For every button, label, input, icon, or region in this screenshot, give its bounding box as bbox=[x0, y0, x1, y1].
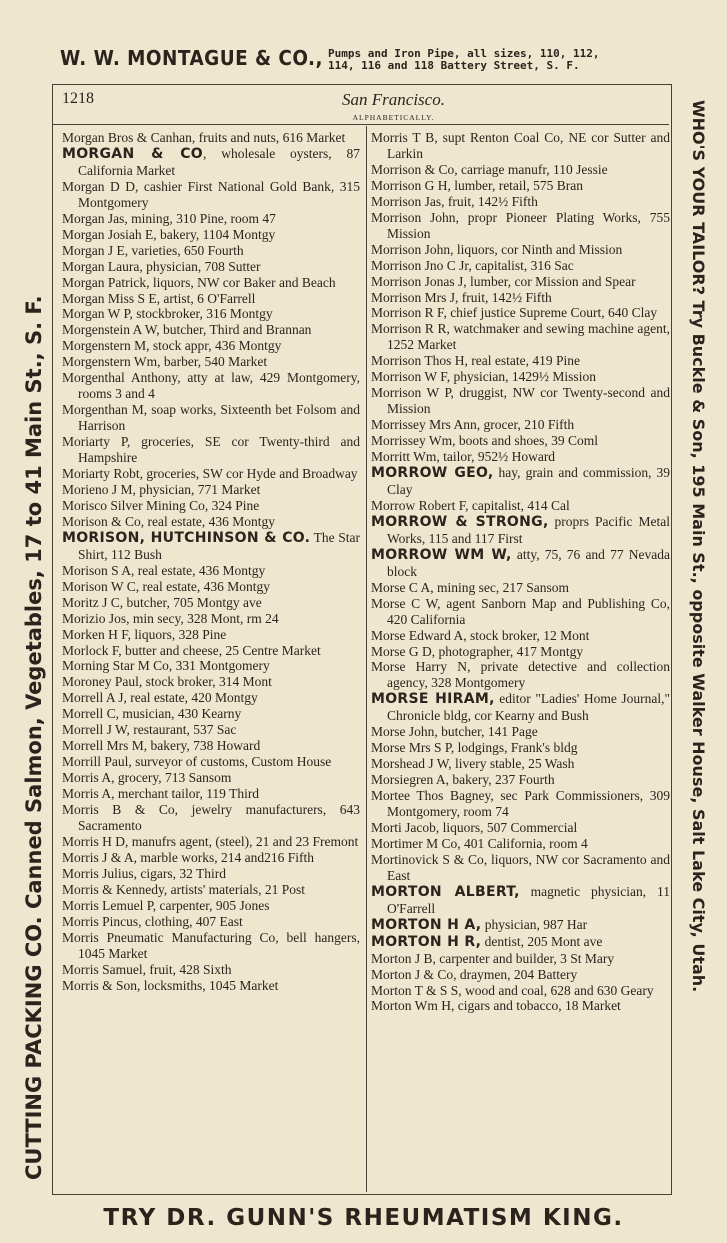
entry-details: , liquors, NW cor Sacramento and East bbox=[387, 851, 671, 883]
directory-entry bbox=[371, 740, 670, 756]
directory-entry bbox=[371, 498, 670, 514]
entry-name: Morgan J E bbox=[62, 242, 125, 258]
header-rule bbox=[53, 124, 669, 125]
entry-name: Moritz J C bbox=[62, 594, 120, 610]
entry-details: , real estate, 436 Montgy bbox=[135, 578, 270, 594]
entry-name: Morizio Jos bbox=[62, 610, 127, 626]
directory-entry bbox=[62, 179, 360, 211]
entry-details: , liquors, 507 Commercial bbox=[435, 819, 578, 835]
directory-entry bbox=[62, 962, 360, 978]
directory-entry bbox=[371, 983, 670, 999]
entry-name: MORTON H A, bbox=[371, 916, 482, 933]
entry-details: , liquors, cor Ninth and Mission bbox=[450, 241, 623, 257]
entry-details: , liquors, NW cor Baker and Beach bbox=[146, 274, 336, 290]
entry-details: , jewelry manufacturers, 643 Sacramento bbox=[78, 802, 360, 833]
directory-entry bbox=[371, 951, 670, 967]
directory-entry bbox=[371, 836, 670, 852]
directory-entry bbox=[371, 659, 670, 691]
entry-name: Morgan Patrick bbox=[62, 274, 147, 290]
directory-entry bbox=[62, 834, 360, 850]
entry-name: Morrison G H bbox=[371, 177, 448, 193]
directory-entry bbox=[371, 628, 670, 644]
entry-name: Morris T B bbox=[371, 130, 435, 145]
entry-name: Morsiegren A bbox=[371, 772, 446, 788]
entry-details: , clothing, 407 East bbox=[138, 913, 243, 929]
directory-entry bbox=[62, 130, 360, 146]
column-divider bbox=[366, 126, 367, 1192]
entry-details: , merchant tailor, 119 Third bbox=[111, 786, 260, 802]
entry-name: Morgan Laura bbox=[62, 258, 140, 274]
entry-name: MORSE HIRAM, bbox=[371, 691, 495, 708]
directory-entry bbox=[371, 998, 670, 1014]
directory-entry bbox=[62, 898, 360, 914]
top-advertisement bbox=[60, 44, 670, 78]
entry-name: Morrison Jonas J bbox=[371, 273, 464, 289]
directory-entry bbox=[62, 306, 360, 322]
directory-entry bbox=[62, 643, 360, 659]
entry-details: dentist, 205 Mont ave bbox=[481, 933, 603, 949]
entry-details: , marble works, 214 and216 Fifth bbox=[133, 849, 314, 865]
entry-details: , atty at law, 429 Montgomery, rooms 3 and 4 bbox=[78, 370, 361, 402]
directory-entry bbox=[62, 434, 360, 466]
entry-name: Morse Mrs S P bbox=[371, 740, 451, 756]
directory-entry bbox=[62, 402, 360, 434]
entry-details: , chief justice Supreme Court, 640 Clay bbox=[443, 305, 658, 321]
entry-details: , butcher, Third and Brannan bbox=[156, 322, 312, 338]
directory-entry bbox=[371, 691, 670, 724]
directory-entry bbox=[62, 690, 360, 706]
entry-name: Morrell C bbox=[62, 706, 116, 722]
directory-entry bbox=[371, 417, 670, 433]
directory-entry bbox=[62, 227, 360, 243]
directory-entry bbox=[371, 465, 670, 498]
directory-entry bbox=[371, 433, 670, 449]
directory-entry bbox=[371, 449, 670, 465]
directory-entry bbox=[371, 514, 670, 547]
directory-entry bbox=[62, 530, 360, 563]
directory-entry bbox=[62, 770, 360, 786]
entry-details: , stock appr, 436 Montgy bbox=[146, 338, 282, 354]
entry-details: , min secy, 328 Mont, rm 24 bbox=[126, 610, 279, 626]
directory-entry bbox=[371, 258, 670, 274]
entry-name: MORGAN & CO bbox=[62, 145, 204, 162]
entry-details: , capitalist, 316 Sac bbox=[468, 257, 574, 273]
directory-entry bbox=[371, 934, 670, 951]
entry-details: , sec Park Commissioners, 309 Montgomery, room 74 bbox=[387, 788, 670, 820]
directory-entry bbox=[371, 852, 670, 884]
entry-details: , stock broker, 314 Mont bbox=[138, 674, 272, 690]
directory-entry bbox=[62, 259, 360, 275]
entry-name: Morning Star M Co bbox=[62, 658, 169, 674]
entry-name: Morrell Mrs M bbox=[62, 738, 144, 754]
directory-entry bbox=[62, 674, 360, 690]
entry-details: , stockbroker, 316 Montgy bbox=[129, 306, 273, 322]
directory-entry bbox=[62, 595, 360, 611]
directory-entry bbox=[371, 644, 670, 660]
page-number: 1218 bbox=[62, 90, 94, 107]
entry-name: Morse Harry N bbox=[371, 659, 468, 675]
directory-entry bbox=[62, 754, 360, 770]
directory-entry bbox=[62, 338, 360, 354]
entry-details: , watchmaker and sewing machine agent, 1252 Market bbox=[387, 321, 670, 353]
entry-details: , cashier First National Gold Bank, 315 Montgomery bbox=[78, 178, 361, 210]
entry-name: Morse Edward A bbox=[371, 627, 464, 643]
entry-name: Morris A bbox=[62, 770, 112, 786]
entry-details: magnetic physician, 11 O'Farrell bbox=[387, 883, 670, 916]
entry-name: Morgenthal Anthony bbox=[62, 370, 178, 386]
entry-details: , 331 Montgomery bbox=[168, 658, 270, 674]
entry-name: Morgan Bros & Canhan bbox=[62, 130, 192, 145]
entry-details: , photographer, 417 Montgy bbox=[431, 643, 584, 659]
directory-entry bbox=[62, 658, 360, 674]
directory-entry bbox=[371, 385, 670, 417]
directory-entry bbox=[62, 627, 360, 643]
entry-details: , barber, 540 Market bbox=[157, 354, 268, 370]
entry-details: , butcher, 141 Page bbox=[434, 724, 538, 740]
directory-entry bbox=[371, 321, 670, 353]
entry-details: , restaurant, 537 Sac bbox=[126, 722, 237, 738]
entry-details: , carpenter and builder, 3 St Mary bbox=[432, 950, 615, 966]
entry-details: , cigars and tobacco, 18 Market bbox=[451, 998, 621, 1014]
entry-name: Morrell J W bbox=[62, 722, 127, 738]
directory-entry bbox=[62, 866, 360, 882]
entry-details: , varieties, 650 Fourth bbox=[124, 242, 244, 258]
directory-entry bbox=[371, 290, 670, 306]
entry-details: , fruits and nuts, 616 Market bbox=[191, 130, 346, 145]
entry-name: Morritt Wm bbox=[371, 449, 437, 465]
directory-entry bbox=[371, 130, 670, 162]
entry-name: Morlock F bbox=[62, 642, 119, 658]
directory-entry bbox=[371, 210, 670, 242]
entry-details: physician, 987 Har bbox=[481, 916, 588, 932]
entry-details: hay, grain and commission, 39 Clay bbox=[387, 465, 670, 497]
entry-name: Morse G D bbox=[371, 643, 432, 659]
entry-name: Morison W C bbox=[62, 578, 136, 594]
entry-details: , groceries, SW cor Hyde and Broadway bbox=[139, 466, 358, 482]
entry-name: Morrison W P bbox=[371, 385, 451, 401]
entry-name: Morse C A bbox=[371, 579, 431, 595]
entry-details: , soap works, Sixteenth bet Folsom and Harrison bbox=[78, 402, 360, 434]
entry-name: Morgenstern Wm bbox=[62, 354, 158, 370]
entry-details: , cigars, 32 Third bbox=[133, 865, 226, 881]
directory-entry bbox=[371, 162, 670, 178]
entry-details: , capitalist, 414 Cal bbox=[465, 497, 570, 513]
directory-entry bbox=[62, 722, 360, 738]
right-column bbox=[371, 130, 670, 1014]
entry-name: Morris Samuel bbox=[62, 961, 143, 977]
entry-details: , butcher, 705 Montgy ave bbox=[119, 594, 262, 610]
entry-name: Morrison & Co bbox=[371, 161, 455, 177]
directory-entry bbox=[62, 514, 360, 530]
entry-name: Morse C W bbox=[371, 595, 438, 611]
entry-name: Mortinovick S & Co bbox=[371, 851, 484, 867]
entry-name: Morris & Son bbox=[62, 977, 138, 993]
entry-name: Morrow Robert F bbox=[371, 497, 466, 513]
entry-details: , manufrs agent, (steel), 21 and 23 Fremont bbox=[125, 833, 359, 849]
entry-name: Morris H D bbox=[62, 833, 125, 849]
directory-entry bbox=[62, 146, 360, 179]
entry-name: Morgan Jas bbox=[62, 210, 125, 226]
entry-details: , bakery, 1104 Montgy bbox=[153, 226, 276, 242]
top-ad-line2: 114, 116 and 118 Battery Street, S. F. bbox=[328, 59, 580, 72]
directory-entry bbox=[62, 243, 360, 259]
directory-entry bbox=[62, 322, 360, 338]
directory-entry bbox=[371, 178, 670, 194]
directory-entry bbox=[371, 305, 670, 321]
entry-details: , grocery, 713 Sansom bbox=[111, 770, 232, 786]
directory-entry bbox=[371, 274, 670, 290]
directory-entry bbox=[62, 930, 360, 962]
entry-name: Morris Lemuel P bbox=[62, 897, 153, 913]
entry-name: Morrissey Wm bbox=[371, 433, 453, 449]
directory-entry bbox=[371, 820, 670, 836]
directory-entry bbox=[62, 563, 360, 579]
entry-name: Morison & Co bbox=[62, 513, 141, 529]
directory-entry bbox=[62, 579, 360, 595]
entry-name: Morshead J W bbox=[371, 756, 449, 772]
entry-name: Morti Jacob bbox=[371, 819, 436, 835]
directory-entry bbox=[62, 498, 360, 514]
entry-details: , real estate, 419 Pine bbox=[464, 353, 580, 369]
entry-name: Morgenthan M bbox=[62, 402, 144, 418]
entry-name: Morrison John bbox=[371, 209, 456, 225]
entry-details: , real estate, 436 Montgy bbox=[131, 562, 266, 578]
directory-entry bbox=[62, 914, 360, 930]
entry-details: , 401 California, room 4 bbox=[457, 835, 588, 851]
entry-details: editor "Ladies' Home Journal," Chronicle bldg, cor Kearny and Bush bbox=[387, 691, 670, 724]
entry-details: , wholesale oysters, 87 California Market bbox=[78, 145, 360, 178]
entry-details: , artist, 6 O'Farrell bbox=[156, 290, 256, 306]
entry-details: , groceries, SE cor Twenty-third and Hampshire bbox=[78, 434, 360, 466]
directory-entry bbox=[62, 291, 360, 307]
entry-name: Morris J & A bbox=[62, 849, 134, 865]
entry-details: , lumber, retail, 575 Bran bbox=[447, 177, 584, 193]
entry-details: , carpenter, 905 Jones bbox=[152, 897, 270, 913]
entry-details: , physician, 708 Sutter bbox=[139, 258, 261, 274]
entry-name: Morgenstein A W bbox=[62, 322, 157, 338]
directory-entry bbox=[371, 724, 670, 740]
entry-details: , artists' materials, 21 Post bbox=[163, 881, 306, 897]
entry-name: Mortee Thos Bagney bbox=[371, 788, 491, 804]
directory-entry bbox=[371, 353, 670, 369]
directory-entry bbox=[62, 466, 360, 482]
entry-name: MORISON, HUTCHINSON & CO. bbox=[62, 529, 311, 546]
entry-name: Morris A bbox=[62, 786, 112, 802]
directory-entry bbox=[62, 275, 360, 291]
entry-details: , draymen, 204 Battery bbox=[453, 966, 578, 982]
entry-name: Morisco Silver Mining Co bbox=[62, 497, 205, 513]
entry-name: Morton J & Co bbox=[371, 966, 454, 982]
entry-name: Moroney Paul bbox=[62, 674, 139, 690]
entry-name: Mortimer M Co bbox=[371, 835, 458, 851]
entry-name: Morris Pneumatic Manufacturing Co bbox=[62, 929, 276, 945]
entry-details: , liquors, 328 Pine bbox=[127, 626, 227, 642]
entry-name: MORTON H R, bbox=[371, 933, 482, 950]
entry-details: proprs Pacific Metal Works, 115 and 117 First bbox=[387, 513, 670, 546]
entry-name: MORROW & STRONG, bbox=[371, 513, 549, 530]
entry-name: Morrison John bbox=[371, 241, 451, 257]
entry-details: , musician, 430 Kearny bbox=[115, 706, 242, 722]
entry-details: , real estate, 436 Montgy bbox=[140, 513, 275, 529]
entry-details: , fruit, 428 Sixth bbox=[142, 961, 232, 977]
entry-details: , druggist, NW cor Twenty-second and Mission bbox=[387, 385, 671, 417]
entry-name: Morrison Jno C Jr bbox=[371, 257, 469, 273]
entry-name: Morse John bbox=[371, 724, 435, 740]
directory-entry bbox=[62, 482, 360, 498]
entry-name: Morrison Mrs J bbox=[371, 289, 456, 305]
directory-entry bbox=[371, 917, 670, 934]
entry-details: , mining, 310 Pine, room 47 bbox=[124, 210, 276, 226]
entry-name: Morgan D D bbox=[62, 178, 136, 194]
entry-details: , fruit, 142½ Fifth bbox=[441, 193, 538, 209]
entry-name: Morison S A bbox=[62, 562, 132, 578]
directory-entry bbox=[62, 882, 360, 898]
entry-name: Morrison R F bbox=[371, 305, 444, 321]
entry-name: Morton J B bbox=[371, 950, 433, 966]
entry-details: , stock broker, 12 Mont bbox=[463, 627, 590, 643]
entry-details: , agent Sanborn Map and Publishing Co, 420 California bbox=[387, 595, 670, 627]
entry-details: , lumber, cor Mission and Spear bbox=[463, 273, 636, 289]
left-column bbox=[62, 130, 360, 993]
directory-entry bbox=[371, 242, 670, 258]
entry-details: , fruit, 142½ Fifth bbox=[455, 289, 552, 305]
entry-details: , physician, 771 Market bbox=[132, 481, 261, 497]
entry-name: Morris & Kennedy bbox=[62, 881, 164, 897]
entry-name: Morrill Paul bbox=[62, 754, 129, 770]
entry-details: , wood and coal, 628 and 630 Geary bbox=[458, 982, 654, 998]
directory-entry bbox=[62, 611, 360, 627]
directory-entry bbox=[62, 802, 360, 834]
left-side-advertisement: CUTTING PACKING CO. Canned Salmon, Vegetables, 17 to 41 Main St., S. F. bbox=[22, 295, 46, 1180]
entry-details: , tailor, 952½ Howard bbox=[436, 449, 556, 465]
entry-name: Morris Pincus bbox=[62, 913, 139, 929]
entry-details: , lodgings, Frank's bldg bbox=[450, 740, 578, 756]
entry-details: , boots and shoes, 39 Coml bbox=[452, 433, 599, 449]
entry-name: Morken H F bbox=[62, 626, 128, 642]
directory-entry bbox=[62, 354, 360, 370]
top-ad-firm: W. W. MONTAGUE & CO., bbox=[60, 46, 323, 70]
directory-entry bbox=[371, 369, 670, 385]
entry-name: MORTON ALBERT, bbox=[371, 883, 520, 900]
entry-details: , private detective and collection agency, 328 Montgomery bbox=[387, 659, 671, 691]
page-subtitle: ALPHABETICALLY. bbox=[352, 113, 435, 122]
directory-entry bbox=[62, 370, 360, 402]
directory-entry bbox=[371, 967, 670, 983]
entry-details: , real estate, 420 Montgy bbox=[123, 690, 258, 706]
entry-details: atty, 75, 76 and 77 Nevada block bbox=[387, 546, 670, 579]
entry-name: Morris Julius bbox=[62, 865, 134, 881]
entry-name: MORROW WM W, bbox=[371, 546, 512, 563]
entry-details: , carriage manufr, 110 Jessie bbox=[454, 161, 608, 177]
directory-entry bbox=[62, 786, 360, 802]
entry-details: , livery stable, 25 Wash bbox=[448, 756, 575, 772]
entry-name: Morieno J M bbox=[62, 481, 133, 497]
top-ad-line1: Pumps and Iron Pipe, all sizes, 110, 112, bbox=[328, 47, 600, 60]
directory-entry bbox=[371, 772, 670, 788]
directory-entry bbox=[371, 756, 670, 772]
directory-entry bbox=[62, 211, 360, 227]
directory-entry bbox=[371, 788, 670, 820]
directory-entry bbox=[371, 194, 670, 210]
entry-details: , mining sec, 217 Sansom bbox=[430, 579, 570, 595]
directory-entry bbox=[371, 596, 670, 628]
entry-name: Morgan W P bbox=[62, 306, 130, 322]
entry-name: Morrell A J bbox=[62, 690, 124, 706]
entry-name: Morton T & S S bbox=[371, 982, 459, 998]
directory-entry bbox=[371, 884, 670, 917]
entry-name: Morrison Thos H bbox=[371, 353, 465, 369]
entry-name: Morrissey Mrs Ann bbox=[371, 417, 477, 433]
entry-details: , physician, 1429½ Mission bbox=[446, 369, 596, 385]
entry-name: Morgan Josiah E bbox=[62, 226, 154, 242]
entry-details: , 324 Pine bbox=[204, 497, 260, 513]
entry-name: Morgan Miss S E bbox=[62, 290, 157, 306]
entry-details: , supt Renton Coal Co, NE cor Sutter and Larkin bbox=[387, 130, 670, 161]
entry-name: Morgenstern M bbox=[62, 338, 147, 354]
entry-name: Morrison R R bbox=[371, 321, 447, 337]
entry-name: Morrison Jas bbox=[371, 193, 442, 209]
entry-details: , bell hangers, 1045 Market bbox=[78, 929, 360, 961]
entry-name: Morris B & Co bbox=[62, 802, 175, 818]
entry-details: , bakery, 237 Fourth bbox=[445, 772, 555, 788]
entry-name: Morton Wm H bbox=[371, 998, 451, 1014]
bottom-advertisement: TRY DR. GUNN'S RHEUMATISM KING. bbox=[103, 1205, 624, 1231]
directory-entry bbox=[62, 978, 360, 994]
entry-details: , butter and cheese, 25 Centre Market bbox=[118, 642, 321, 658]
directory-entry bbox=[62, 738, 360, 754]
entry-details: The Star Shirt, 112 Bush bbox=[78, 529, 360, 562]
entry-details: , propr Pioneer Plating Works, 755 Mission bbox=[387, 209, 670, 241]
entry-name: MORROW GEO, bbox=[371, 465, 494, 482]
directory-entry bbox=[371, 547, 670, 580]
page-title: San Francisco. bbox=[342, 90, 445, 109]
entry-name: Moriarty Robt bbox=[62, 466, 140, 482]
right-side-advertisement: WHO'S YOUR TAILOR? Try Buckle & Son, 195 Main St., opposite Walker House, Salt Lake City, Utah. bbox=[689, 100, 708, 993]
entry-name: Moriarty P bbox=[62, 434, 127, 450]
directory-entry bbox=[62, 706, 360, 722]
entry-details: , surveyor of customs, Custom House bbox=[128, 754, 332, 770]
entry-details: , grocer, 210 Fifth bbox=[476, 417, 575, 433]
directory-entry bbox=[62, 850, 360, 866]
entry-details: , bakery, 738 Howard bbox=[143, 738, 261, 754]
entry-name: Morrison W F bbox=[371, 369, 447, 385]
entry-details: , locksmiths, 1045 Market bbox=[137, 977, 279, 993]
directory-entry bbox=[371, 580, 670, 596]
